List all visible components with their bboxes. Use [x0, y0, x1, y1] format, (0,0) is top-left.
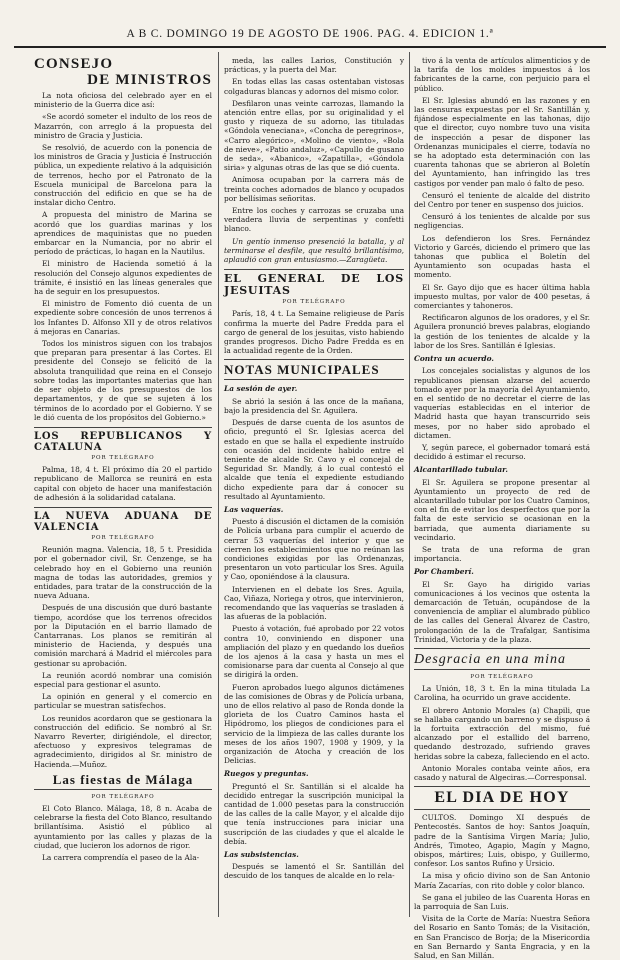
- article-paragraph: meda, las calles Larios, Constitución y prácticas, y la puerta del Mar.: [224, 56, 404, 75]
- article-paragraph: El obrero Antonio Morales (a) Chapili, que se hallaba cargando un barreno y se dispuso á la fortuita extracción del mismo, fué alcanzado por el estallido del barreno, quedando destrozado, sufriendo graves heridas sobre la cabeza, falleciendo en el acto.: [414, 705, 590, 761]
- article-paragraph: Un gentío inmenso presenció la batalla, y al terminarse el desfile, que resultó brillantísimo, aplaudió con gran entusiasmo.—Zaragüeta.: [224, 236, 404, 265]
- article-paragraph: El ministro de Fomento dió cuenta de un expediente sobre concesión de unos terrenos á los Infantes D. Alfonso XII y de otros relativos á mejoras en Canarias.: [34, 299, 212, 336]
- article-paragraph: El Sr. Aguilera se propone presentar al Ayuntamiento un proyecto de red de alcantarillado tubular por los Cuatro Caminos, con el fin de evitar los desperfectos que por la falta de este servicio se ocasionan en la barriada, que aumenta diariamente su vecindario.: [414, 477, 590, 542]
- article-paragraph: Puesto á votación, fué aprobado por 22 votos contra 10, conviniendo en disponer una ampliación del plazo y en quedando los dueños de los ajenos á la casa y hasta un mes el comisionarse para dar cuenta al Consejo al que se dirigirá la orden.: [224, 624, 404, 680]
- article-paragraph: Se resolvió, de acuerdo con la ponencia de los ministros de Gracia y Justicia é Instrucción pública, un expediente relativo á la adquisición de terrenos, hecho por el Patronato de la Escuela municipal de Barcelona para la construcción del edificio en que se ha de instalar dicho Centro.: [34, 143, 212, 208]
- section-subhead: Por Chamberí.: [414, 567, 474, 577]
- article-paragraph: Los defendieron los Sres. Fernández Victorio y Garcés, diciendo el primero que las tahonas que publica el Boletín del Ayuntamiento son ocupadas hasta el momento.: [414, 233, 590, 280]
- article-paragraph: Censuró á los tenientes de alcalde por sus negligencias.: [414, 212, 590, 231]
- article-paragraph: «Se acordó someter el indulto de los reos de Mazarrón, con arreglo á la propuesta del ministro de Gracia y Justicia.: [34, 112, 212, 140]
- article-paragraph: Censuró el teniente de alcalde del distrito del Centro por tener en suspenso dos juicios.: [414, 190, 590, 210]
- article-paragraph: tivo á la venta de artículos alimenticios y de la tarifa de los moldes impuestos á los fabricantes de la carne, con perjuicio para el público.: [414, 56, 590, 93]
- section-subhead: Las vaquerías.: [224, 504, 284, 514]
- article-paragraph: El Sr. Iglesias abundó en las razones y en las censuras expuestas por el Sr. Santillán y, fijándose especialmente en las tahonas, dijo que el director, cuyo nombre tuvo una visita de inspección a pesar de disponer las Ordenanzas municipales el cierre, todavía no se ha adoptado esta determinación con las cuarenta tahonas que se abrieron al Boletín del Ayuntamiento, han infringido las tres castigos por vender pan malo ó falto de peso.: [414, 95, 590, 188]
- article-paragraph: Entre los coches y carrozas se cruzaba una verdadera lluvia de serpentinas y confetti blanco.: [224, 206, 404, 234]
- article-paragraph: Todos los ministros siguen con los trabajos que preparan para presentar á las Cortes. El presidente del Consejo se felicitó de la absoluta tranquilidad que reina en el Consejo sobre todas las importantes materias que han de ser objeto de los presupuestos de los departamentos, y de que se sujeten á los términos de lo acordado por el Gobierno. Y se le dió cuenta de los propósitos del Gobierno.»: [34, 339, 212, 422]
- section-subhead: Contra un acuerdo.: [414, 354, 494, 364]
- telegraph-tag: POR TELÉGRAFO: [91, 534, 155, 541]
- article-paragraph: Y, según parece, el gobernador tomará está decidido á estimar el recurso.: [414, 442, 590, 462]
- article-paragraph: La nota oficiosa del celebrado ayer en el ministerio de la Guerra dice así:: [34, 91, 212, 110]
- section-subhead: La sesión de ayer.: [224, 384, 298, 394]
- article-paragraph: Visita de la Corte de María: Nuestra Señora del Rosario en Santo Tomás; de la Visitación, en San Francisco de Borja; de la Misericordia en San Bernardo y Santa Engracia, y en la Salud, en San Millán.: [414, 914, 590, 960]
- article-paragraph: Después se lamentó el Sr. Santillán del descuido de los tanques de alcalde en lo rela-: [224, 862, 404, 881]
- article-paragraph: Desfilaron unas veinte carrozas, llamando la atención entre ellas, por su originalidad y el gusto y riqueza de su adorno, las tituladas «Góndola veneciana», «Concha de peregrinos», «Carro alegórico», «Molino de viento», «Bola de nieve», «Patio andaluz», «Capullo de gusano de seda», «Abanico», «Zapatilla», «Góndola siria» y algunas otras de las que se dió cuenta.: [224, 98, 404, 173]
- column-1: [34, 56, 212, 919]
- headline-aduana: LA NUEVA ADUANA DE VALENCIA: [34, 507, 212, 533]
- telegraph-tag: POR TELÉGRAFO: [470, 673, 534, 680]
- article-paragraph: En todas ellas las casas ostentaban vistosas colgaduras blancas y adornos del mismo color.: [224, 77, 404, 96]
- article-paragraph: Se trata de una reforma de gran importancia.: [414, 544, 590, 564]
- section-subhead: Las subsistencias.: [224, 850, 299, 860]
- article-paragraph: Palma, 18, 4 t. El próximo día 20 el partido republicano de Mallorca se reunirá en esta capital con objeto de hacer una manifestación de adhesión á la solidaridad catalana.: [34, 465, 212, 502]
- article-paragraph: La Unión, 18, 3 t. En la mina titulada La Carolina, ha ocurrido un grave accidente.: [414, 684, 590, 703]
- headline-republicanos: LOS REPUBLICANOS Y CATALUNA: [34, 427, 212, 453]
- telegraph-tag: POR TELÉGRAFO: [91, 454, 155, 461]
- article-paragraph: Reunión magna. Valencia, 18, 5 t. Presidida por el gobernador civil, Sr. Cenzenge, se ha celebrado hoy en el Gobierno una reunión magna de todas las autoridades, gremios y entidades, para tratar de la construcción de la nueva Aduana.: [34, 545, 212, 601]
- telegraph-tag: POR TELÉGRAFO: [91, 793, 155, 800]
- article-paragraph: Antonio Morales contaba veinte años, era casado y natural de Algeciras.—Corresponsal.: [414, 763, 590, 783]
- article-paragraph: Anímosa ocupaban por la carrera más de treinta coches adornados de blanco y ocupados por bellísimas señoritas.: [224, 175, 404, 203]
- column-rule-2: [409, 52, 410, 917]
- section-subhead: Alcantarillado tubular.: [414, 465, 508, 475]
- article-paragraph: CULTOS. Domingo XI después de Pentecostés. Santos de hoy: Santos Joaquín, padre de la Santísima Virgen María; Julio, Andrés, Timoteo, Agapio, Magín y Magno, obispos, mártires; Luis, obispo, y Guillermo, confesor. Los santos Rufino y Ursicio.: [414, 813, 590, 869]
- headline-dia-de-hoy: EL DIA DE HOY: [414, 786, 590, 810]
- article-paragraph: El ministro de Hacienda sometió á la resolución del Consejo algunos expedientes de trámite, é insistió en las líneas generales que ha de seguir en los presupuestos.: [34, 259, 212, 297]
- column-rule-1: [218, 52, 219, 917]
- headline-ministros: DE MINISTROS: [87, 72, 212, 88]
- headline-general-jesuitas: EL GENERAL DE LOS JESUITAS: [224, 269, 404, 297]
- article-paragraph: Los concejales socialistas y algunos de los republicanos piensan alzarse del acuerdo tomado ayer por la mayoría del Ayuntamiento, en el sentido de no decretar el cierre de las vaquerías establecidas en el interior de Madrid hasta que hayan transcurrido seis meses, por no haber sido aprobado el dictamen.: [414, 366, 590, 440]
- article-paragraph: Fueron aprobados luego algunos dictámenes de las comisiones de Obras y de Policía urbana, uno de ellos relativo al paso de Ronda donde la glorieta de los Cuatro Caminos hasta el Hipódromo, los pliegos de condiciones para el servicio de la limpieza de las calles durante los meses de los años 1907, 1908 y 1909, y la organización de Atocha y creación de los Delicias.: [224, 682, 404, 766]
- article-paragraph: El Sr. Gayo dijo que es hacer última habla impuesto multas, por valor de 400 pesetas, á comerciantes y tahoneros.: [414, 282, 590, 311]
- article-paragraph: Preguntó el Sr. Santillán si el alcalde ha decidido entregar la suscripción municipal la cantidad de 1.000 pesetas para la construcción de las calles de la calle Mayor, y el alcalde dijo que tenía instrucciones para iniciar una suscripción de las ciudades y que el alcalde le debía.: [224, 781, 404, 846]
- article-paragraph: París, 18, 4 t. La Semaine religieuse de París confirma la muerte del Padre Fredda para el cargo de general de los jesuitas, visto habiendo grandes progresos. Dicho Padre Fredda es en la actualidad regente de la Orden.: [224, 309, 404, 356]
- article-paragraph: Después de darse cuenta de los asuntos de oficio, preguntó el Sr. Iglesias acerca del estado en que se halla el expediente instruído con ocasión del incidente habido entre el teniente de alcalde Sr. Cavo y el concejal de Seguridad Sr. Mandly, á lo cual contestó el alcalde que tenía el expediente estudiando dicho expediente para dar á conocer su resultado al Ayuntamiento.: [224, 418, 404, 501]
- article-paragraph: Después de una discusión que duró bastante tiempo, acordóse que los terrenos ofrecidos por la Diputación en el barrio llamado de Cantarranas. Los planos se remitirán al ministerio de Hacienda, y después una comisión marchará á Madrid el miércoles para gestionar su aprobación.: [34, 603, 212, 668]
- article-paragraph: La opinión en general y el comercio en particular se muestran satisfechos.: [34, 692, 212, 711]
- article-paragraph: La reunión acordó nombrar una comisión especial para gestionar el asunto.: [34, 670, 212, 689]
- headline-notas-municipales: NOTAS MUNICIPALES: [224, 359, 404, 380]
- page-header: [14, 28, 606, 48]
- article-paragraph: Los reunidos acordaron que se gestionara la construcción del edificio. Se nombró al Sr. Navarro Reverter, dirigiéndole, el director, afectuoso y expresivos telegramas de agradecimiento, dirigidos al Sr. ministro de Hacienda.—Muñoz.: [34, 713, 212, 769]
- column-3: [414, 56, 590, 960]
- article-paragraph: Puesto á discusión el dictamen de la comisión de Policía urbana para cumplir el acuerdo de cerrar 53 vaquerías del interior y que se cierren los establecimientos que no reúnan las condiciones exigidas por las Ordenanzas, presentaron un voto particular los Sres. Aguila y Cao, oponiéndose á la clausura.: [224, 517, 405, 582]
- article-paragraph: La misa y oficio divino son de San Antonio María Zacarías, con rito doble y color blanco.: [414, 871, 590, 890]
- headline-desgracia-mina: Desgracia en una mina: [414, 648, 590, 670]
- article-paragraph: Se abrió la sesión á las once de la mañana, bajo la presidencia del Sr. Aguilera.: [224, 396, 404, 415]
- article-paragraph: A propuesta del ministro de Marina se acordó que los guardias marinas y los aprendices de maquinistas que no pueden embarcar en la Numancia, por no abrir el período de prácticas, lo hagan en la Nautilus.: [34, 210, 212, 257]
- headline-consejo: CONSEJO: [34, 56, 114, 72]
- article-paragraph: Intervienen en el debate los Sres. Aguila, Cao, Viñaza, Noriega y otros, que intervinieron, recomendando que las vaquerías se trasladen á las afueras de la población.: [224, 584, 404, 622]
- article-paragraph: El Coto Blanco. Málaga, 18, 8 n. Acaba de celebrarse la fiesta del Coto Blanco, resultando brillantísima. Asistió el público al ayuntamiento por las calles y plazas de la ciudad, que lucieron los adornos de rigor.: [34, 804, 212, 850]
- headline-fiestas-malaga: Las fiestas de Málaga: [34, 773, 212, 790]
- article-paragraph: El Sr. Gayo ha dirigido varias comunicaciones á los vecinos que ostenta la demarcación de Tetuán, ocupándose de la conveniencia de ampliar el alumbrado público de las calles del General Álvarez de Castro, prolongación de la de Trafalgar, Santísima Trinidad, Victoria y de la plaza.: [414, 579, 590, 644]
- article-paragraph: Se gana el jubileo de las Cuarenta Horas en la parroquia de San Luis.: [414, 892, 590, 912]
- article-paragraph: Rectificaron algunos de los oradores, y el Sr. Aguilera pronunció breves palabras, elogiando la gestión de los tenientes de alcalde y la labor de los Sres. Santillán é Iglesias.: [414, 313, 590, 350]
- column-2: [224, 56, 404, 919]
- section-subhead: Ruegos y preguntas.: [224, 769, 309, 779]
- header-text: A B C. DOMINGO 19 DE AGOSTO DE 1906. PAG. 4. EDICION 1.ª: [126, 28, 494, 40]
- telegraph-tag: POR TELÉGRAFO: [282, 299, 346, 306]
- article-paragraph: La carrera comprendía el paseo de la Ala-: [42, 853, 200, 863]
